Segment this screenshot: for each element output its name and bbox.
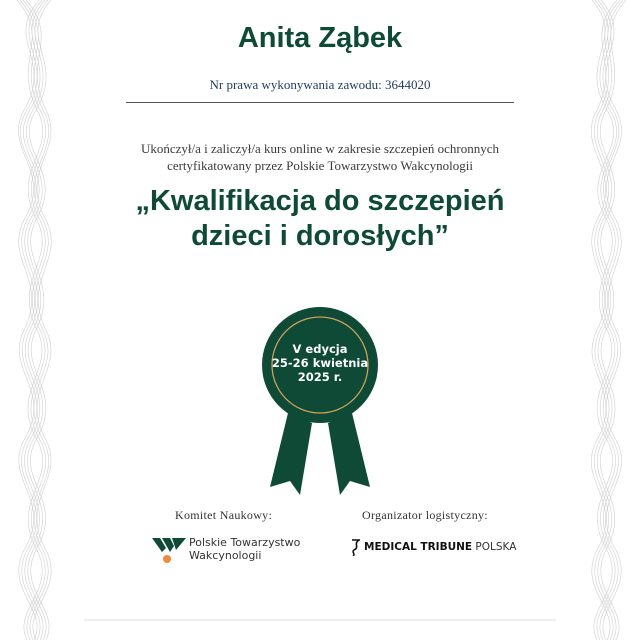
edition-dates: 25-26 kwietnia bbox=[271, 356, 369, 370]
ptw-name-line-1: Polskie Towarzystwo bbox=[189, 536, 301, 549]
guilloche-border-left bbox=[0, 0, 70, 640]
ptw-logo bbox=[152, 535, 312, 565]
edition-info bbox=[260, 342, 380, 384]
course-title bbox=[0, 184, 640, 254]
course-title-line-1: „Kwalifikacja do szczepień bbox=[135, 185, 505, 217]
ptw-logo-icon bbox=[152, 536, 186, 564]
ptw-logo-text bbox=[189, 536, 300, 562]
medical-tribune-bold: MEDICAL TRIBUNE bbox=[364, 541, 473, 553]
ptw-name-line-2: Wakcynologii bbox=[189, 549, 262, 562]
organizer-label: Organizator logistyczny: bbox=[362, 508, 488, 522]
divider bbox=[126, 102, 514, 103]
footer-divider bbox=[84, 619, 556, 621]
guilloche-border-right bbox=[570, 0, 640, 640]
course-description bbox=[0, 140, 640, 174]
edition-label: V edycja bbox=[292, 342, 348, 356]
description-line-1: Ukończył/a i zaliczył/a kurs online w zakresie szczepień ochronnych bbox=[140, 141, 500, 156]
description-line-2: certyfikatowany przez Polskie Towarzystwo Wakcynologii bbox=[167, 158, 473, 173]
course-title-line-2: dzieci i dorosłych” bbox=[191, 220, 449, 252]
award-rosette bbox=[260, 305, 380, 510]
medical-tribune-text bbox=[364, 541, 516, 553]
edition-year: 2025 r. bbox=[297, 370, 343, 384]
caduceus-icon bbox=[350, 538, 362, 556]
license-number: Nr prawa wykonywania zawodu: 3644020 bbox=[209, 77, 431, 92]
scientific-committee-label: Komitet Naukowy: bbox=[175, 508, 273, 522]
rosette-icon bbox=[260, 305, 380, 510]
medical-tribune-thin: POLSKA bbox=[475, 541, 517, 553]
medical-tribune-logo bbox=[350, 538, 517, 558]
recipient-name: Anita Ząbek bbox=[237, 22, 403, 54]
